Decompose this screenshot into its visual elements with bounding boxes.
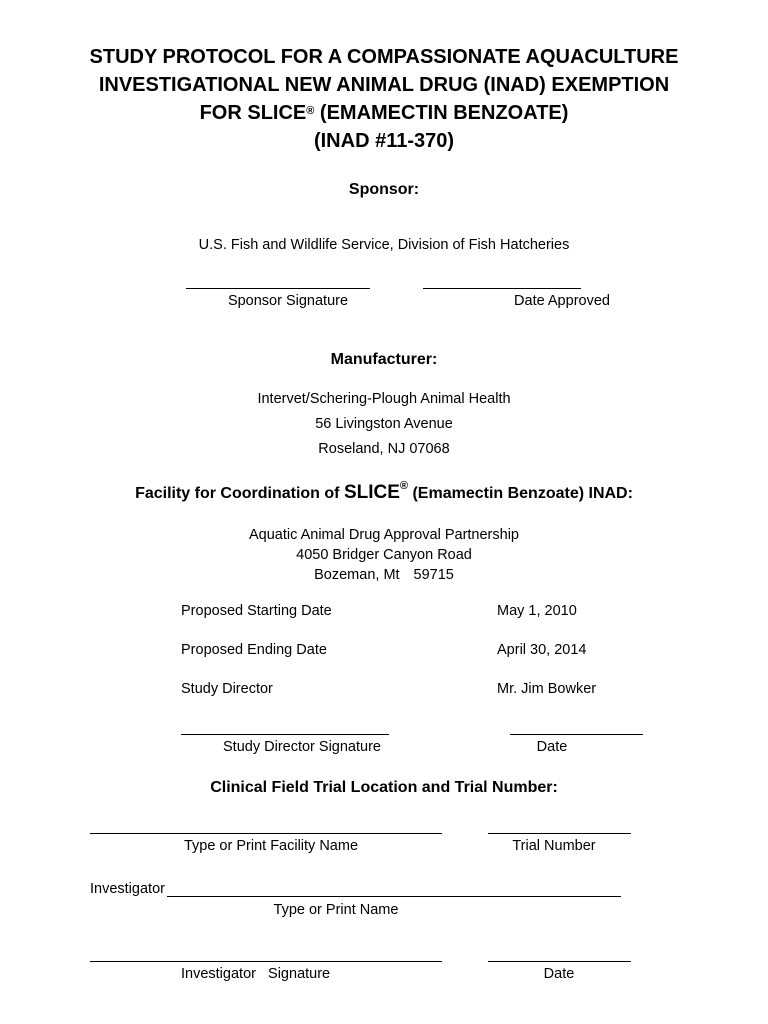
investigator-date-line [488, 961, 631, 962]
facility-heading-brand: SLICE [343, 482, 400, 503]
director-date-line [510, 734, 643, 735]
trial-heading: Clinical Field Trial Location and Trial Number: [210, 779, 558, 796]
facility-name-line [90, 833, 442, 834]
facility-city-line [0, 566, 768, 584]
director-date-label: Date [536, 739, 568, 755]
detail-value-start: May 1, 2010 [497, 603, 577, 619]
title-line-3-prefix: FOR SLICE [199, 102, 307, 124]
sponsor-signature-label: Sponsor Signature [227, 293, 349, 309]
investigator-name-label: Type or Print Name [273, 902, 399, 918]
manufacturer-name: Intervet/Schering-Plough Animal Health [257, 391, 511, 407]
facility-heading-prefix: Facility for Coordination of [135, 485, 344, 502]
manufacturer-city: Roseland, NJ 07068 [318, 441, 450, 457]
facility-heading [0, 482, 768, 504]
detail-value-director: Mr. Jim Bowker [497, 681, 597, 697]
director-signature-line [181, 734, 389, 735]
title-line-2: INVESTIGATIONAL NEW ANIMAL DRUG (INAD) EXEMPTION [98, 74, 670, 96]
detail-label-director: Study Director [181, 681, 273, 697]
manufacturer-street: 56 Livingston Avenue [315, 416, 453, 432]
sponsor-heading: Sponsor: [348, 181, 420, 198]
investigator-signature-line [90, 961, 442, 962]
sponsor-date-line [423, 288, 581, 289]
detail-value-end: April 30, 2014 [497, 642, 587, 658]
facility-name-label: Type or Print Facility Name [183, 838, 359, 854]
registered-mark: ® [399, 480, 409, 492]
manufacturer-heading: Manufacturer: [330, 351, 438, 368]
title-line-4: (INAD #11-370) [313, 130, 455, 152]
trial-number-line [488, 833, 631, 834]
facility-name: Aquatic Animal Drug Approval Partnership [248, 527, 519, 543]
investigator-name-line [167, 896, 621, 897]
title-line-3 [0, 99, 768, 127]
sponsor-name: U.S. Fish and Wildlife Service, Division of Fish Hatcheries [198, 237, 570, 253]
investigator-signature-label: Investigator Signature [181, 966, 331, 982]
trial-number-label: Trial Number [512, 838, 596, 854]
sponsor-signature-line [186, 288, 370, 289]
detail-label-start: Proposed Starting Date [181, 603, 332, 619]
investigator-label: Investigator [90, 881, 165, 897]
detail-label-end: Proposed Ending Date [181, 642, 327, 658]
investigator-date-label: Date [543, 966, 575, 982]
registered-mark: ® [306, 105, 315, 117]
title-line-1: STUDY PROTOCOL FOR A COMPASSIONATE AQUACULTURE [89, 46, 679, 68]
facility-zip: 59715 [413, 567, 454, 583]
facility-heading-suffix: (Emamectin Benzoate) INAD: [408, 485, 633, 502]
title-line-3-suffix: (EMAMECTIN BENZOATE) [314, 102, 569, 124]
facility-city: Bozeman, Mt [314, 567, 400, 583]
director-signature-label: Study Director Signature [223, 739, 381, 755]
sponsor-date-label: Date Approved [514, 293, 610, 309]
facility-street: 4050 Bridger Canyon Road [296, 547, 472, 563]
